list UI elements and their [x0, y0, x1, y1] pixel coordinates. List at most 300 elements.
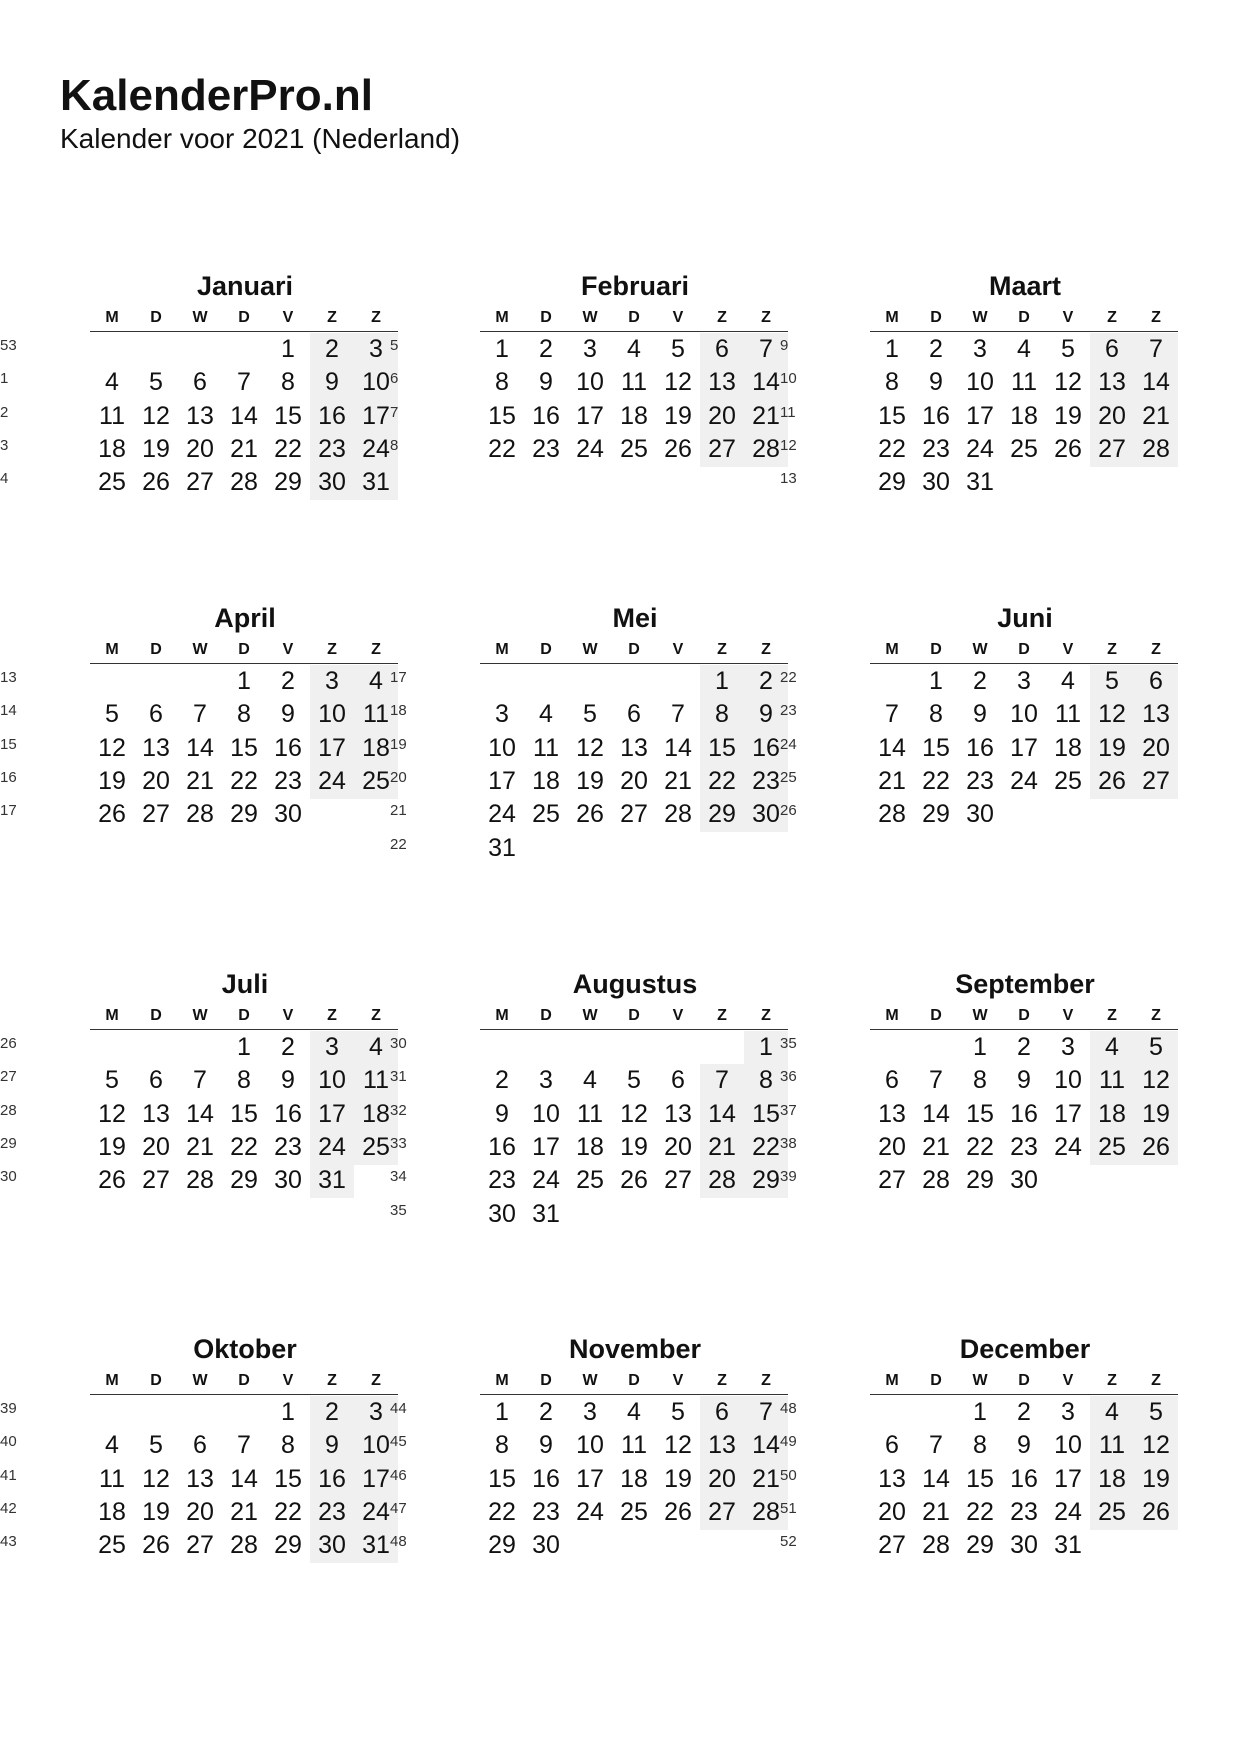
week-number: 15	[0, 735, 17, 753]
day-cell: 13	[620, 733, 648, 762]
weekday-label: Z	[717, 309, 727, 326]
day-cell: 22	[878, 434, 906, 463]
weekend-day-cell: 18	[1098, 1464, 1126, 1493]
day-cell: 15	[488, 1464, 516, 1493]
day-cell: 13	[142, 1099, 170, 1128]
day-cell: 29	[230, 1166, 258, 1195]
weekend-day-cell: 11	[1099, 1431, 1125, 1460]
day-cell: 6	[885, 1066, 899, 1095]
day-cell: 25	[532, 800, 560, 829]
weekday-label: Z	[1151, 309, 1161, 326]
weekend-day-cell: 17	[318, 733, 346, 762]
week-number: 28	[0, 1101, 17, 1119]
weekend-day-cell: 10	[362, 1431, 390, 1460]
week-number: 11	[780, 403, 796, 421]
week-number: 13	[780, 470, 797, 488]
day-cell: 8	[237, 700, 251, 729]
week-number: 21	[390, 802, 407, 820]
day-cell: 1	[929, 667, 943, 695]
week-number: 50	[780, 1466, 797, 1484]
day-cell: 30	[1010, 1531, 1038, 1560]
weekend-day-cell: 6	[1105, 335, 1119, 363]
day-cell: 8	[973, 1066, 987, 1095]
day-cell: 7	[237, 1431, 251, 1460]
day-cell: 9	[1017, 1431, 1031, 1460]
day-cell: 23	[1010, 1497, 1038, 1526]
weekend-day-cell: 30	[318, 468, 346, 497]
weekday-label: D	[628, 641, 640, 658]
day-cell: 26	[98, 1166, 126, 1195]
weekday-label: D	[540, 1372, 552, 1389]
day-cell: 6	[885, 1431, 899, 1460]
day-cell: 6	[149, 700, 163, 729]
week-number: 16	[0, 768, 17, 786]
weekend-day-cell: 10	[362, 368, 390, 397]
day-cell: 25	[576, 1166, 604, 1195]
week-number: 4	[0, 470, 9, 488]
day-cell: 10	[1054, 1431, 1082, 1460]
day-cell: 13	[186, 1464, 214, 1493]
week-number: 26	[780, 802, 797, 820]
day-cell: 21	[186, 1132, 214, 1161]
month-name: Februari	[580, 271, 690, 301]
day-cell: 16	[532, 1464, 560, 1493]
day-cell: 22	[966, 1132, 994, 1161]
day-cell: 21	[922, 1497, 950, 1526]
day-cell: 16	[532, 401, 560, 430]
day-cell: 10	[532, 1099, 560, 1128]
day-cell: 22	[274, 434, 302, 463]
weekend-day-cell: 28	[1142, 434, 1170, 463]
weekend-day-cell: 21	[1142, 401, 1170, 430]
weekday-label: M	[495, 1372, 509, 1389]
weekend-day-cell: 25	[362, 766, 390, 795]
day-cell: 2	[1017, 1398, 1031, 1426]
weekend-day-cell: 25	[1098, 1132, 1126, 1161]
day-cell: 5	[149, 1431, 163, 1460]
weekend-day-cell: 25	[362, 1132, 390, 1161]
week-number: 23	[780, 702, 797, 720]
weekday-label: V	[672, 1007, 684, 1024]
day-cell: 1	[237, 667, 251, 695]
day-cell: 20	[186, 1497, 214, 1526]
day-cell: 22	[230, 1132, 258, 1161]
header-divider	[480, 331, 788, 332]
day-cell: 17	[966, 401, 994, 430]
weekday-label: Z	[1151, 1007, 1161, 1024]
month-juni	[780, 602, 1180, 862]
weekend-day-cell: 16	[752, 733, 780, 762]
day-cell: 10	[1010, 700, 1038, 729]
day-cell: 17	[1010, 733, 1038, 762]
weekday-label: W	[582, 641, 598, 658]
day-cell: 13	[142, 733, 170, 762]
weekend-day-cell: 8	[759, 1066, 773, 1095]
calendar-subtitle: Kalender voor 2021 (Nederland)	[60, 123, 461, 154]
weekday-label: M	[105, 309, 119, 326]
weekend-day-cell: 1	[715, 667, 729, 695]
weekday-label: V	[282, 309, 294, 326]
weekend-day-cell: 15	[708, 733, 736, 762]
day-cell: 26	[142, 1531, 170, 1560]
day-cell: 17	[1054, 1099, 1082, 1128]
day-cell: 20	[142, 1132, 170, 1161]
day-cell: 25	[98, 1531, 126, 1560]
day-cell: 11	[533, 733, 559, 762]
weekday-label: M	[885, 641, 899, 658]
weekend-day-cell: 20	[708, 1464, 736, 1493]
day-cell: 19	[620, 1132, 648, 1161]
weekend-day-cell: 21	[752, 401, 780, 430]
day-cell: 27	[142, 800, 170, 829]
day-cell: 21	[186, 766, 214, 795]
weekend-day-cell: 27	[708, 434, 736, 463]
month-maart	[780, 270, 1180, 530]
day-cell: 29	[878, 468, 906, 497]
week-number: 37	[780, 1101, 797, 1119]
day-cell: 19	[664, 1464, 692, 1493]
day-cell: 20	[186, 434, 214, 463]
day-cell: 30	[922, 468, 950, 497]
day-cell: 23	[274, 1132, 302, 1161]
weekday-label: M	[885, 1007, 899, 1024]
site-title: KalenderPro.nl	[60, 71, 373, 120]
day-cell: 18	[532, 766, 560, 795]
weekday-label: D	[628, 1372, 640, 1389]
weekend-day-cell: 28	[752, 434, 780, 463]
day-cell: 16	[274, 733, 302, 762]
weekday-label: M	[495, 641, 509, 658]
weekday-label: Z	[1107, 1372, 1117, 1389]
week-number: 51	[780, 1499, 797, 1517]
day-cell: 27	[878, 1166, 906, 1195]
week-number: 48	[780, 1400, 797, 1417]
day-cell: 9	[973, 700, 987, 729]
weekday-label: M	[885, 1372, 899, 1389]
day-cell: 20	[878, 1132, 906, 1161]
day-cell: 4	[1061, 667, 1075, 695]
day-cell: 17	[532, 1132, 560, 1161]
weekend-day-cell: 12	[1142, 1066, 1170, 1095]
day-cell: 28	[230, 468, 258, 497]
day-cell: 30	[1010, 1166, 1038, 1195]
weekend-day-cell: 7	[1149, 335, 1163, 363]
day-cell: 3	[1017, 667, 1031, 695]
month-name: Januari	[196, 271, 294, 301]
day-cell: 23	[532, 434, 560, 463]
weekday-label: D	[540, 641, 552, 658]
day-cell: 29	[230, 800, 258, 829]
weekday-label: M	[495, 1007, 509, 1024]
week-number: 34	[390, 1168, 407, 1186]
day-cell: 1	[885, 335, 899, 363]
day-cell: 11	[621, 368, 647, 397]
weekend-day-cell: 12	[1098, 700, 1126, 729]
day-cell: 15	[230, 733, 258, 762]
weekday-label: Z	[327, 1372, 337, 1389]
weekend-day-cell: 30	[752, 800, 780, 829]
day-cell: 15	[274, 1464, 302, 1493]
day-cell: 25	[98, 468, 126, 497]
month-november	[390, 1333, 790, 1593]
weekday-label: M	[105, 1007, 119, 1024]
weekend-day-cell: 11	[363, 1066, 389, 1095]
day-cell: 11	[577, 1099, 603, 1128]
week-number: 32	[390, 1101, 407, 1119]
weekend-day-cell: 28	[752, 1497, 780, 1526]
day-cell: 16	[488, 1132, 516, 1161]
month-augustus	[390, 968, 790, 1228]
day-cell: 22	[274, 1497, 302, 1526]
day-cell: 4	[1017, 335, 1031, 363]
weekend-day-cell: 6	[715, 1398, 729, 1426]
weekday-label: V	[1062, 1007, 1074, 1024]
weekday-label: V	[1062, 1372, 1074, 1389]
day-cell: 12	[142, 1464, 170, 1493]
week-number: 30	[390, 1035, 407, 1052]
day-cell: 18	[98, 434, 126, 463]
day-cell: 2	[973, 667, 987, 695]
day-cell: 5	[671, 335, 685, 363]
weekend-day-cell: 6	[715, 335, 729, 363]
day-cell: 5	[105, 700, 119, 729]
day-cell: 1	[973, 1398, 987, 1426]
weekend-day-cell: 4	[1105, 1033, 1119, 1061]
weekend-day-cell: 15	[752, 1099, 780, 1128]
day-cell: 8	[281, 368, 295, 397]
day-cell: 5	[627, 1066, 641, 1095]
weekend-day-cell: 7	[715, 1066, 729, 1095]
week-number: 17	[0, 802, 17, 820]
week-number: 29	[0, 1134, 17, 1152]
month-april	[0, 602, 400, 862]
weekday-label: M	[105, 1372, 119, 1389]
weekday-label: D	[540, 1007, 552, 1024]
weekday-label: Z	[1151, 1372, 1161, 1389]
day-cell: 29	[274, 468, 302, 497]
month-name: Maart	[988, 271, 1062, 301]
weekend-day-cell: 14	[752, 1431, 780, 1460]
month-name: September	[955, 969, 1095, 999]
weekday-label: W	[972, 1372, 988, 1389]
day-cell: 26	[98, 800, 126, 829]
day-cell: 12	[98, 733, 126, 762]
weekday-label: Z	[371, 309, 381, 326]
week-number: 36	[780, 1068, 797, 1086]
weekend-day-cell: 11	[363, 700, 389, 729]
day-cell: 23	[1010, 1132, 1038, 1161]
weekday-label: Z	[1151, 641, 1161, 658]
day-cell: 23	[532, 1497, 560, 1526]
weekend-day-cell: 2	[325, 1398, 339, 1426]
day-cell: 9	[495, 1099, 509, 1128]
day-cell: 30	[488, 1199, 516, 1228]
day-cell: 3	[583, 335, 597, 363]
week-number: 9	[780, 337, 789, 354]
day-cell: 28	[230, 1531, 258, 1560]
day-cell: 9	[1017, 1066, 1031, 1095]
day-cell: 10	[1054, 1066, 1082, 1095]
weekday-label: Z	[371, 1007, 381, 1024]
weekend-day-cell: 26	[1142, 1132, 1170, 1161]
weekend-day-cell: 23	[752, 766, 780, 795]
day-cell: 19	[142, 434, 170, 463]
weekday-label: W	[192, 1007, 208, 1024]
day-cell: 12	[576, 733, 604, 762]
weekend-day-cell: 11	[1099, 1066, 1125, 1095]
week-number: 7	[390, 403, 399, 421]
day-cell: 8	[495, 368, 509, 397]
day-cell: 24	[576, 434, 604, 463]
day-cell: 25	[1054, 766, 1082, 795]
day-cell: 29	[922, 800, 950, 829]
weekday-label: D	[540, 309, 552, 326]
day-cell: 25	[620, 434, 648, 463]
day-cell: 20	[620, 766, 648, 795]
day-cell: 28	[186, 800, 214, 829]
month-mei	[390, 602, 790, 862]
day-cell: 26	[620, 1166, 648, 1195]
day-cell: 1	[495, 1398, 509, 1426]
day-cell: 13	[186, 401, 214, 430]
weekday-label: Z	[761, 1007, 771, 1024]
weekday-label: Z	[1107, 1007, 1117, 1024]
weekend-day-cell: 27	[708, 1497, 736, 1526]
weekday-label: W	[972, 641, 988, 658]
day-cell: 30	[274, 1166, 302, 1195]
week-number: 13	[0, 669, 17, 686]
day-cell: 25	[620, 1497, 648, 1526]
weekend-day-cell: 14	[1142, 368, 1170, 397]
day-cell: 14	[230, 401, 258, 430]
day-cell: 13	[664, 1099, 692, 1128]
weekend-day-cell: 5	[1149, 1398, 1163, 1426]
day-cell: 14	[664, 733, 692, 762]
day-cell: 1	[281, 1398, 295, 1426]
day-cell: 20	[878, 1497, 906, 1526]
weekday-label: D	[238, 641, 250, 658]
week-number: 30	[0, 1168, 17, 1186]
header-divider	[90, 663, 398, 664]
day-cell: 26	[664, 434, 692, 463]
week-number: 38	[780, 1134, 797, 1152]
month-name: Mei	[612, 603, 658, 633]
day-cell: 4	[583, 1066, 597, 1095]
day-cell: 6	[671, 1066, 685, 1095]
weekday-label: V	[1062, 309, 1074, 326]
week-number: 18	[390, 702, 407, 720]
weekday-label: Z	[717, 1007, 727, 1024]
day-cell: 17	[576, 1464, 604, 1493]
day-cell: 28	[186, 1166, 214, 1195]
week-number: 31	[390, 1068, 407, 1086]
day-cell: 26	[576, 800, 604, 829]
weekend-day-cell: 31	[362, 468, 390, 497]
week-number: 10	[780, 370, 797, 388]
week-number: 35	[390, 1201, 407, 1219]
week-number: 24	[780, 735, 797, 753]
month-name: Augustus	[572, 969, 698, 999]
weekend-day-cell: 3	[369, 335, 383, 363]
day-cell: 26	[664, 1497, 692, 1526]
weekday-label: Z	[761, 309, 771, 326]
day-cell: 2	[281, 667, 295, 695]
day-cell: 30	[966, 800, 994, 829]
weekday-label: Z	[327, 1007, 337, 1024]
weekend-day-cell: 24	[362, 1497, 390, 1526]
day-cell: 22	[966, 1497, 994, 1526]
day-cell: 8	[885, 368, 899, 397]
day-cell: 19	[98, 766, 126, 795]
weekend-day-cell: 19	[1142, 1464, 1170, 1493]
weekday-label: D	[628, 309, 640, 326]
day-cell: 3	[583, 1398, 597, 1426]
weekday-label: D	[238, 1372, 250, 1389]
weekend-day-cell: 28	[708, 1166, 736, 1195]
weekend-day-cell: 31	[318, 1166, 346, 1195]
day-cell: 15	[488, 401, 516, 430]
week-number: 19	[390, 735, 407, 753]
weekend-day-cell: 30	[318, 1531, 346, 1560]
day-cell: 14	[878, 733, 906, 762]
weekend-day-cell: 3	[325, 667, 339, 695]
day-cell: 15	[274, 401, 302, 430]
day-cell: 17	[576, 401, 604, 430]
day-cell: 14	[186, 1099, 214, 1128]
weekday-label: Z	[1107, 309, 1117, 326]
day-cell: 2	[495, 1066, 509, 1095]
week-number: 26	[0, 1035, 17, 1052]
day-cell: 7	[193, 700, 207, 729]
day-cell: 11	[1055, 700, 1081, 729]
weekend-day-cell: 6	[1149, 667, 1163, 695]
day-cell: 18	[620, 1464, 648, 1493]
day-cell: 21	[878, 766, 906, 795]
weekend-day-cell: 22	[752, 1132, 780, 1161]
week-number: 39	[0, 1400, 17, 1417]
weekday-label: V	[282, 641, 294, 658]
day-cell: 12	[620, 1099, 648, 1128]
week-number: 22	[390, 835, 407, 853]
week-number: 53	[0, 337, 17, 354]
day-cell: 19	[98, 1132, 126, 1161]
week-number: 44	[390, 1400, 407, 1417]
week-number: 27	[0, 1068, 17, 1086]
day-cell: 15	[230, 1099, 258, 1128]
day-cell: 29	[966, 1166, 994, 1195]
day-cell: 27	[664, 1166, 692, 1195]
week-number: 48	[390, 1533, 407, 1551]
week-number: 46	[390, 1466, 407, 1484]
week-number: 22	[780, 669, 797, 686]
weekday-label: Z	[327, 641, 337, 658]
day-cell: 14	[230, 1464, 258, 1493]
header-divider	[90, 1394, 398, 1395]
week-number: 17	[390, 669, 407, 686]
header-divider	[480, 663, 788, 664]
weekend-day-cell: 18	[1098, 1099, 1126, 1128]
weekday-label: W	[192, 641, 208, 658]
day-cell: 21	[664, 766, 692, 795]
day-cell: 15	[966, 1099, 994, 1128]
weekday-label: D	[930, 309, 942, 326]
day-cell: 4	[105, 368, 119, 397]
day-cell: 10	[966, 368, 994, 397]
weekday-label: Z	[1107, 641, 1117, 658]
day-cell: 11	[621, 1431, 647, 1460]
day-cell: 13	[878, 1099, 906, 1128]
week-number: 12	[780, 436, 797, 454]
